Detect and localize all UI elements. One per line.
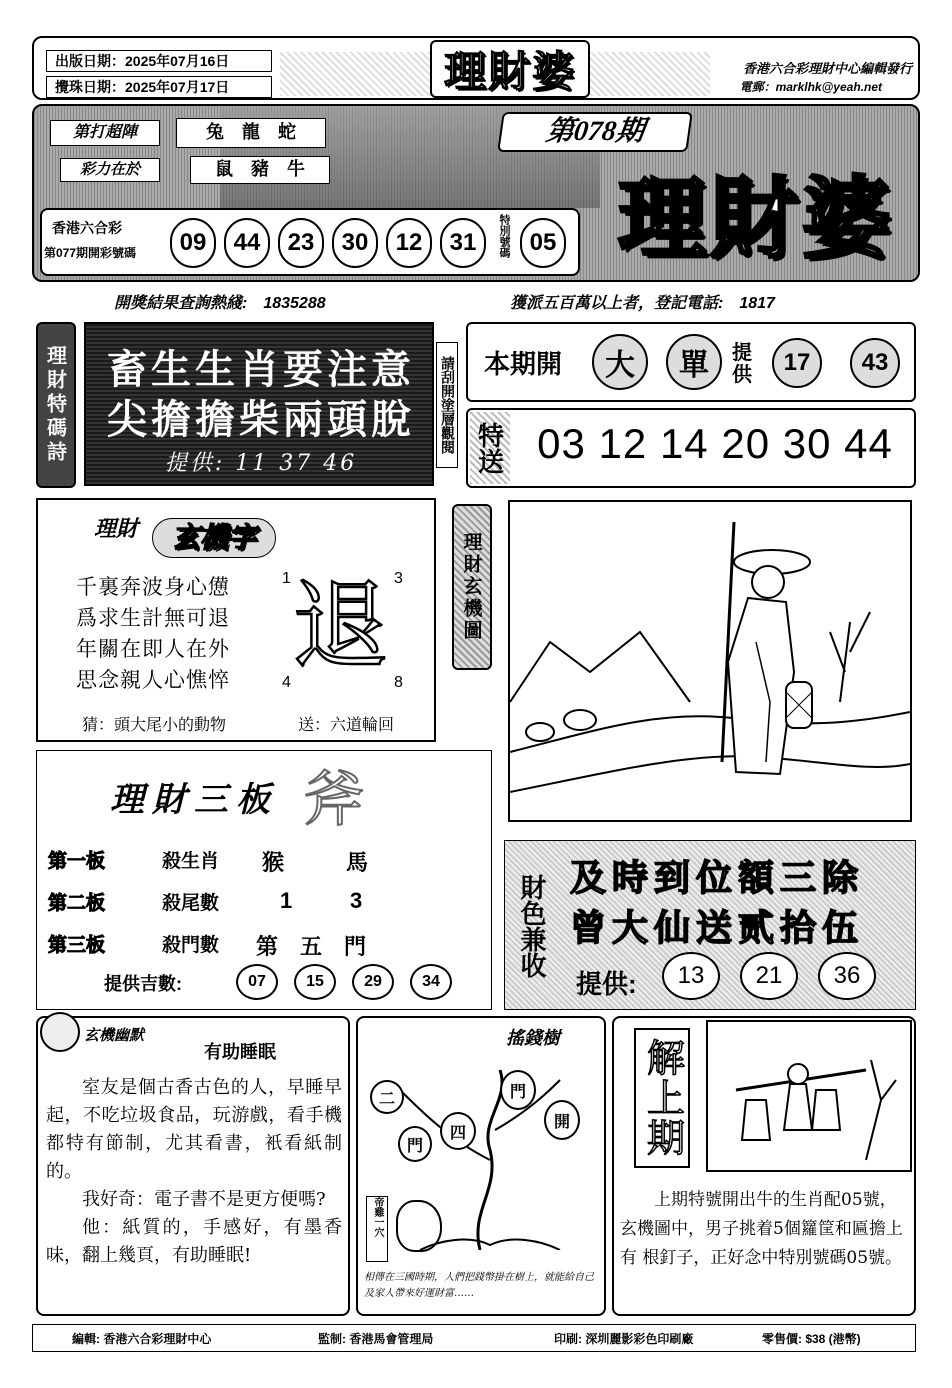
- axe-row-1-kill: 殺生肖: [162, 851, 220, 872]
- footer-price: 零售價: $38 (港幣): [762, 1332, 861, 1346]
- banner-left-top: 第打超陣: [50, 120, 160, 146]
- humor-title: 玄機幽默: [84, 1027, 145, 1044]
- wealth-provide-label: 提供:: [576, 969, 637, 999]
- money-tree-caption: 相傳在三國時期，人們把錢幣掛在樹上，就能給自己及家人帶來好運財富……: [364, 1272, 594, 1299]
- results-label-bottom: 第077期開彩號碼: [44, 246, 137, 260]
- lucky-ball-2: 15: [294, 964, 336, 1000]
- tree-fruit-4: 門: [398, 1126, 432, 1162]
- masthead-title: 理財婆: [443, 47, 576, 96]
- wealth-ball-2: 21: [740, 952, 798, 1000]
- lucky-ball-4: 34: [410, 964, 452, 1000]
- open-provide-label: 提供: [732, 342, 752, 386]
- result-ball-1: 09: [170, 218, 216, 268]
- issue-number: 第078期: [543, 116, 647, 147]
- last-issue-title-box: [634, 1028, 690, 1168]
- three-axes-title: 理財三板: [110, 780, 278, 820]
- results-label-top: 香港六合彩: [52, 220, 122, 236]
- wealth-side-box: [510, 852, 554, 1000]
- open-ball-odd: 單: [666, 334, 722, 390]
- special-ball: 05: [520, 218, 566, 268]
- corner-3: 3: [394, 570, 403, 587]
- result-ball-4: 30: [332, 218, 378, 268]
- banner-zodiac-mid: 鼠 豬 牛: [190, 156, 330, 184]
- corner-4: 4: [282, 674, 291, 691]
- scratch-label-box: [436, 342, 458, 468]
- last-issue-illustration: [706, 1020, 912, 1172]
- mystery-line-4: 思念親人心憔悴: [76, 668, 230, 692]
- issue-box: [497, 112, 693, 152]
- footer-editor: 編輯: 香港六合彩理財中心: [72, 1332, 212, 1346]
- mystery-line-3: 年關在即人在外: [76, 637, 230, 661]
- humor-p3: 他：紙質的，手感好，有墨香味，翻上幾頁，有助睡眠!: [46, 1217, 342, 1266]
- mystery-line-1: 千裏奔波身心憊: [76, 575, 230, 599]
- mystery-picture: [508, 500, 912, 822]
- publish-date: 2025年07月16日: [125, 53, 230, 69]
- email: 電郵：marklhk@yeah.net: [739, 80, 882, 94]
- open-provide-ball-2: 43: [850, 338, 900, 388]
- lucky-ball-3: 29: [352, 964, 394, 1000]
- poem-line-2: 尖擔擔柴兩頭脫: [107, 396, 415, 443]
- hotline-left: 開獎結果查詢熱綫: 1835288: [114, 295, 326, 312]
- mystery-guess: 猜：頭大尾小的動物: [82, 715, 227, 734]
- picture-side-label-box: [452, 504, 492, 670]
- draw-date: 2025年07月17日: [125, 79, 230, 95]
- lucky-ball-1: 07: [236, 964, 278, 1000]
- mystery-line-2: 爲求生計無可退: [76, 606, 230, 630]
- result-ball-5: 12: [386, 218, 432, 268]
- axe-row-3-label: 第三板: [48, 935, 106, 956]
- result-ball-3: 23: [278, 218, 324, 268]
- humor-body: [46, 1074, 342, 1270]
- banner-left-mid: 彩力在於: [60, 158, 160, 182]
- special-send-label: 特送: [474, 422, 505, 474]
- draw-date-box: [46, 76, 272, 98]
- mystery-lines: [76, 572, 276, 696]
- special-label: 特別號碼: [498, 214, 510, 258]
- tree-fruit-2: 門: [500, 1070, 536, 1110]
- poem-side-label: [36, 322, 76, 488]
- open-ball-big: 大: [592, 334, 648, 390]
- last-issue-title: 解上期: [640, 1038, 683, 1158]
- humor-mascot: [40, 1012, 80, 1052]
- open-provide-ball-1: 17: [772, 338, 822, 388]
- axe-row-1-value-2: 馬: [346, 850, 369, 875]
- corner-1: 1: [282, 570, 291, 587]
- last-issue-text: 上期特號開出牛的生肖配05號，玄機圖中，男子挑着5個籮筐和匾擔上有 根釘子，正好念中特別號碼05號。: [620, 1190, 903, 1268]
- axe-row-2-value-1: 1: [280, 888, 293, 913]
- axe-row-3-kill: 殺門數: [162, 935, 220, 956]
- rooster-label: 帝雞一穴: [366, 1196, 388, 1262]
- poem-provide: 提供: 11 37 46: [164, 451, 358, 476]
- axe-row-2: [48, 888, 478, 920]
- wealth-ball-3: 36: [818, 952, 876, 1000]
- hotline-right: 獲派五百萬以上者，登記電話: 1817: [510, 295, 775, 312]
- axe-row-3: [48, 930, 478, 962]
- footer-supervisor: 監制: 香港馬會管理局: [318, 1332, 434, 1346]
- axe-row-2-label: 第二板: [48, 893, 106, 914]
- mystery-title: 玄機字: [152, 518, 276, 558]
- publisher: 香港六合彩理財中心編輯發行: [742, 61, 912, 76]
- wealth-line-1: 及時到位額三除: [570, 857, 865, 899]
- humor-p1: 室友是個古香古色的人，早睡早起，不吃垃圾食品，玩游戲，看手機都特有節制，尤其看書，衹看紙制的。: [46, 1077, 342, 1182]
- money-tree-title: 搖錢樹: [506, 1028, 560, 1049]
- wealth-side-label: 財色兼收: [517, 874, 547, 978]
- banner-zodiac-top: 兔 龍 蛇: [176, 118, 326, 148]
- big-char: 退: [292, 570, 388, 682]
- special-send-numbers: 03 12 14 20 30 44: [537, 420, 893, 467]
- draw-date-label: 攪珠日期：: [55, 79, 125, 95]
- mystery-send: 送：六道輪回: [298, 715, 395, 734]
- poem-line-1: 畜生生肖要注意: [107, 346, 415, 393]
- axe-row-1: [48, 846, 478, 878]
- traveler-illustration: [510, 502, 910, 820]
- mystery-brand: 理財: [94, 516, 139, 541]
- axe-row-3-value: 第 五 門: [256, 934, 367, 959]
- axe-row-1-label: 第一板: [48, 851, 106, 872]
- masthead-box: [430, 40, 590, 98]
- axe-row-2-kill: 殺尾數: [162, 893, 220, 914]
- big-title: 理財婆: [617, 166, 894, 270]
- wealth-line-2: 曾大仙送贰拾伍: [570, 907, 865, 949]
- wealth-ball-1: 13: [662, 952, 720, 1000]
- tree-fruit-3: 開: [544, 1100, 580, 1140]
- scratch-label: 請刮開塗層觀閱: [439, 356, 455, 454]
- axe-row-2-value-2: 3: [350, 888, 363, 913]
- result-ball-6: 31: [440, 218, 486, 268]
- tree-fruit-5: 四: [440, 1112, 476, 1150]
- publish-date-label: 出版日期：: [55, 53, 125, 69]
- big-title-box: [604, 150, 908, 274]
- lucky-label: 提供吉數:: [104, 974, 182, 994]
- footer-printer: 印刷: 深圳麗影彩色印刷廠: [554, 1332, 694, 1346]
- picture-side-label: 理財玄機圖: [460, 532, 483, 642]
- open-label: 本期開: [484, 349, 563, 379]
- humor-subtitle: 有助睡眠: [204, 1042, 276, 1062]
- axe-row-1-value-1: 猴: [262, 850, 285, 875]
- result-ball-2: 44: [224, 218, 270, 268]
- poem-side-text: 理財特碼詩: [43, 345, 68, 465]
- corner-8: 8: [394, 674, 403, 691]
- humor-p2: 我好奇：電子書不是更方便嗎?: [82, 1189, 326, 1210]
- axe-char: 斧: [304, 765, 364, 835]
- special-send-label-box: [470, 412, 510, 484]
- rooster-icon: [396, 1200, 442, 1252]
- tree-fruit-1: 二: [370, 1080, 404, 1114]
- publish-date-box: [46, 50, 272, 72]
